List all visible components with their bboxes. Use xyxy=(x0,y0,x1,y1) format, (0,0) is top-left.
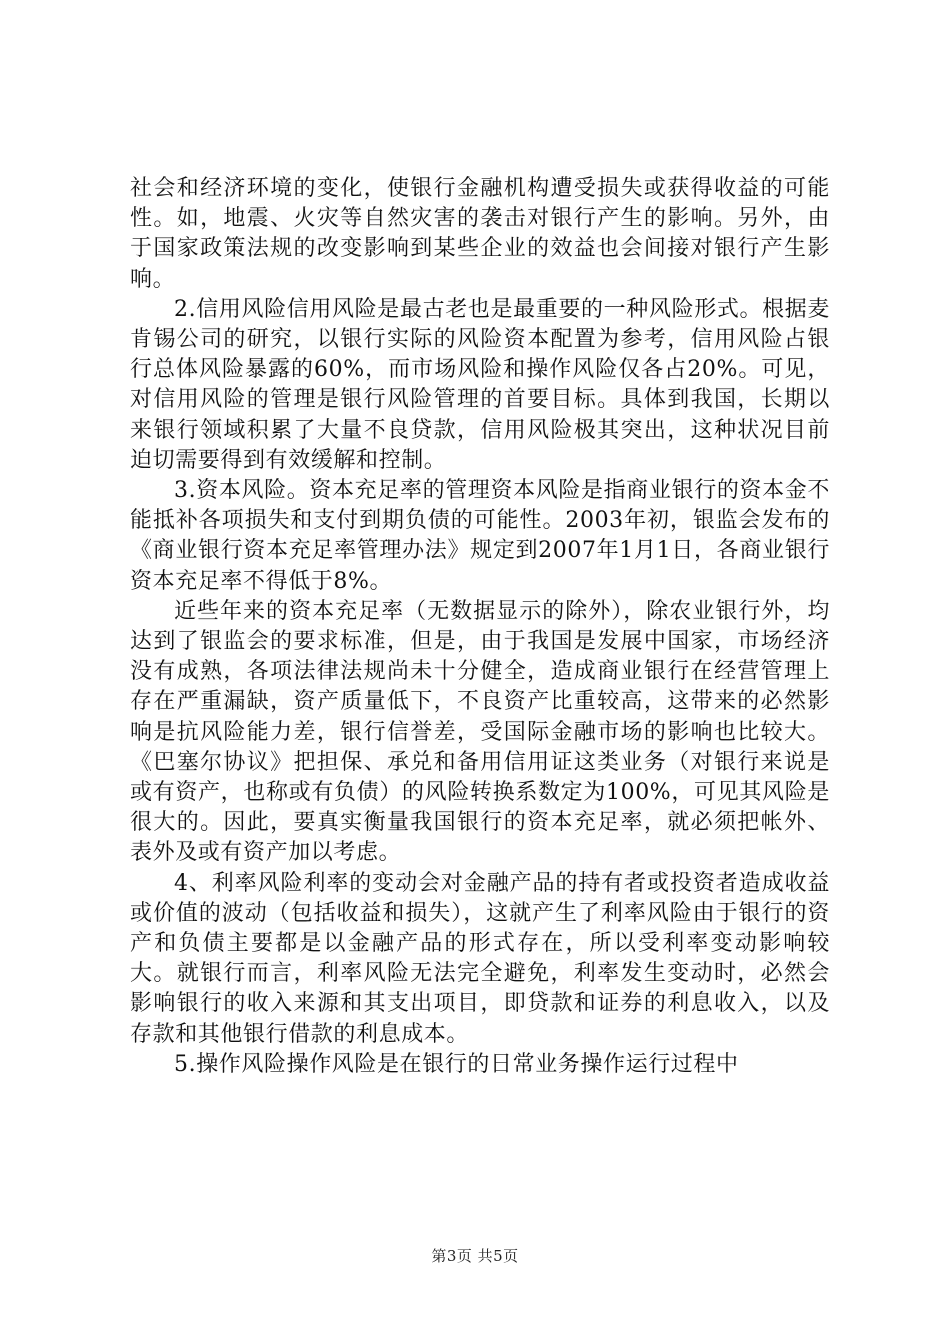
paragraph-continued: 社会和经济环境的变化，使银行金融机构遭受损失或获得收益的可能性。如，地震、火灾等自然灾害的袭击对银行产生的影响。另外，由于国家政策法规的改变影响到某些企业的效益也会间接对银行产生影响。 xyxy=(130,176,830,292)
paragraph-capital-risk: 3.资本风险。资本充足率的管理资本风险是指商业银行的资本金不能抵补各项损失和支付到期负债的可能性。2003年初，银监会发布的《商业银行资本充足率管理办法》规定到2007年1月1日，各商业银行资本充足率不得低于8%。 xyxy=(130,478,830,594)
document-body xyxy=(130,174,830,1080)
paragraph-operational-risk: 5.操作风险操作风险是在银行的日常业务操作运行过程中 xyxy=(174,1051,739,1077)
paragraph-credit-risk: 2.信用风险信用风险是最古老也是最重要的一种风险形式。根据麦肯锡公司的研究，以银行实际的风险资本配置为参考，信用风险占银行总体风险暴露的60%，而市场风险和操作风险仅各占20%。可见，对信用风险的管理是银行风险管理的首要目标。具体到我国，长期以来银行领域积累了大量不良贷款，信用风险极其突出，这种状况目前迫切需要得到有效缓解和控制。 xyxy=(130,296,830,473)
page-number-footer: 第3页 共5页 xyxy=(431,1247,519,1265)
paragraph-capital-adequacy: 近些年来的资本充足率（无数据显示的除外），除农业银行外，均达到了银监会的要求标准，但是，由于我国是发展中国家，市场经济没有成熟，各项法律法规尚未十分健全，造成商业银行在经营管理上存在严重漏缺，资产质量低下，不良资产比重较高，这带来的必然影响是抗风险能力差，银行信誉差，受国际金融市场的影响也比较大。《巴塞尔协议》把担保、承兑和备用信用证这类业务（对银行来说是或有资产，也称或有负债）的风险转换系数定为100%，可见其风险是很大的。因此，要真实衡量我国银行的资本充足率，就必须把帐外、表外及或有资产加以考虑。 xyxy=(130,598,830,866)
paragraph-interest-rate-risk: 4、利率风险利率的变动会对金融产品的持有者或投资者造成收益或价值的波动（包括收益和损失），这就产生了利率风险由于银行的资产和负债主要都是以金融产品的形式存在，所以受利率变动影响较大。就银行而言，利率风险无法完全避免，利率发生变动时，必然会影响银行的收入来源和其支出项目，即贷款和证券的利息收入，以及存款和其他银行借款的利息成本。 xyxy=(130,870,830,1047)
